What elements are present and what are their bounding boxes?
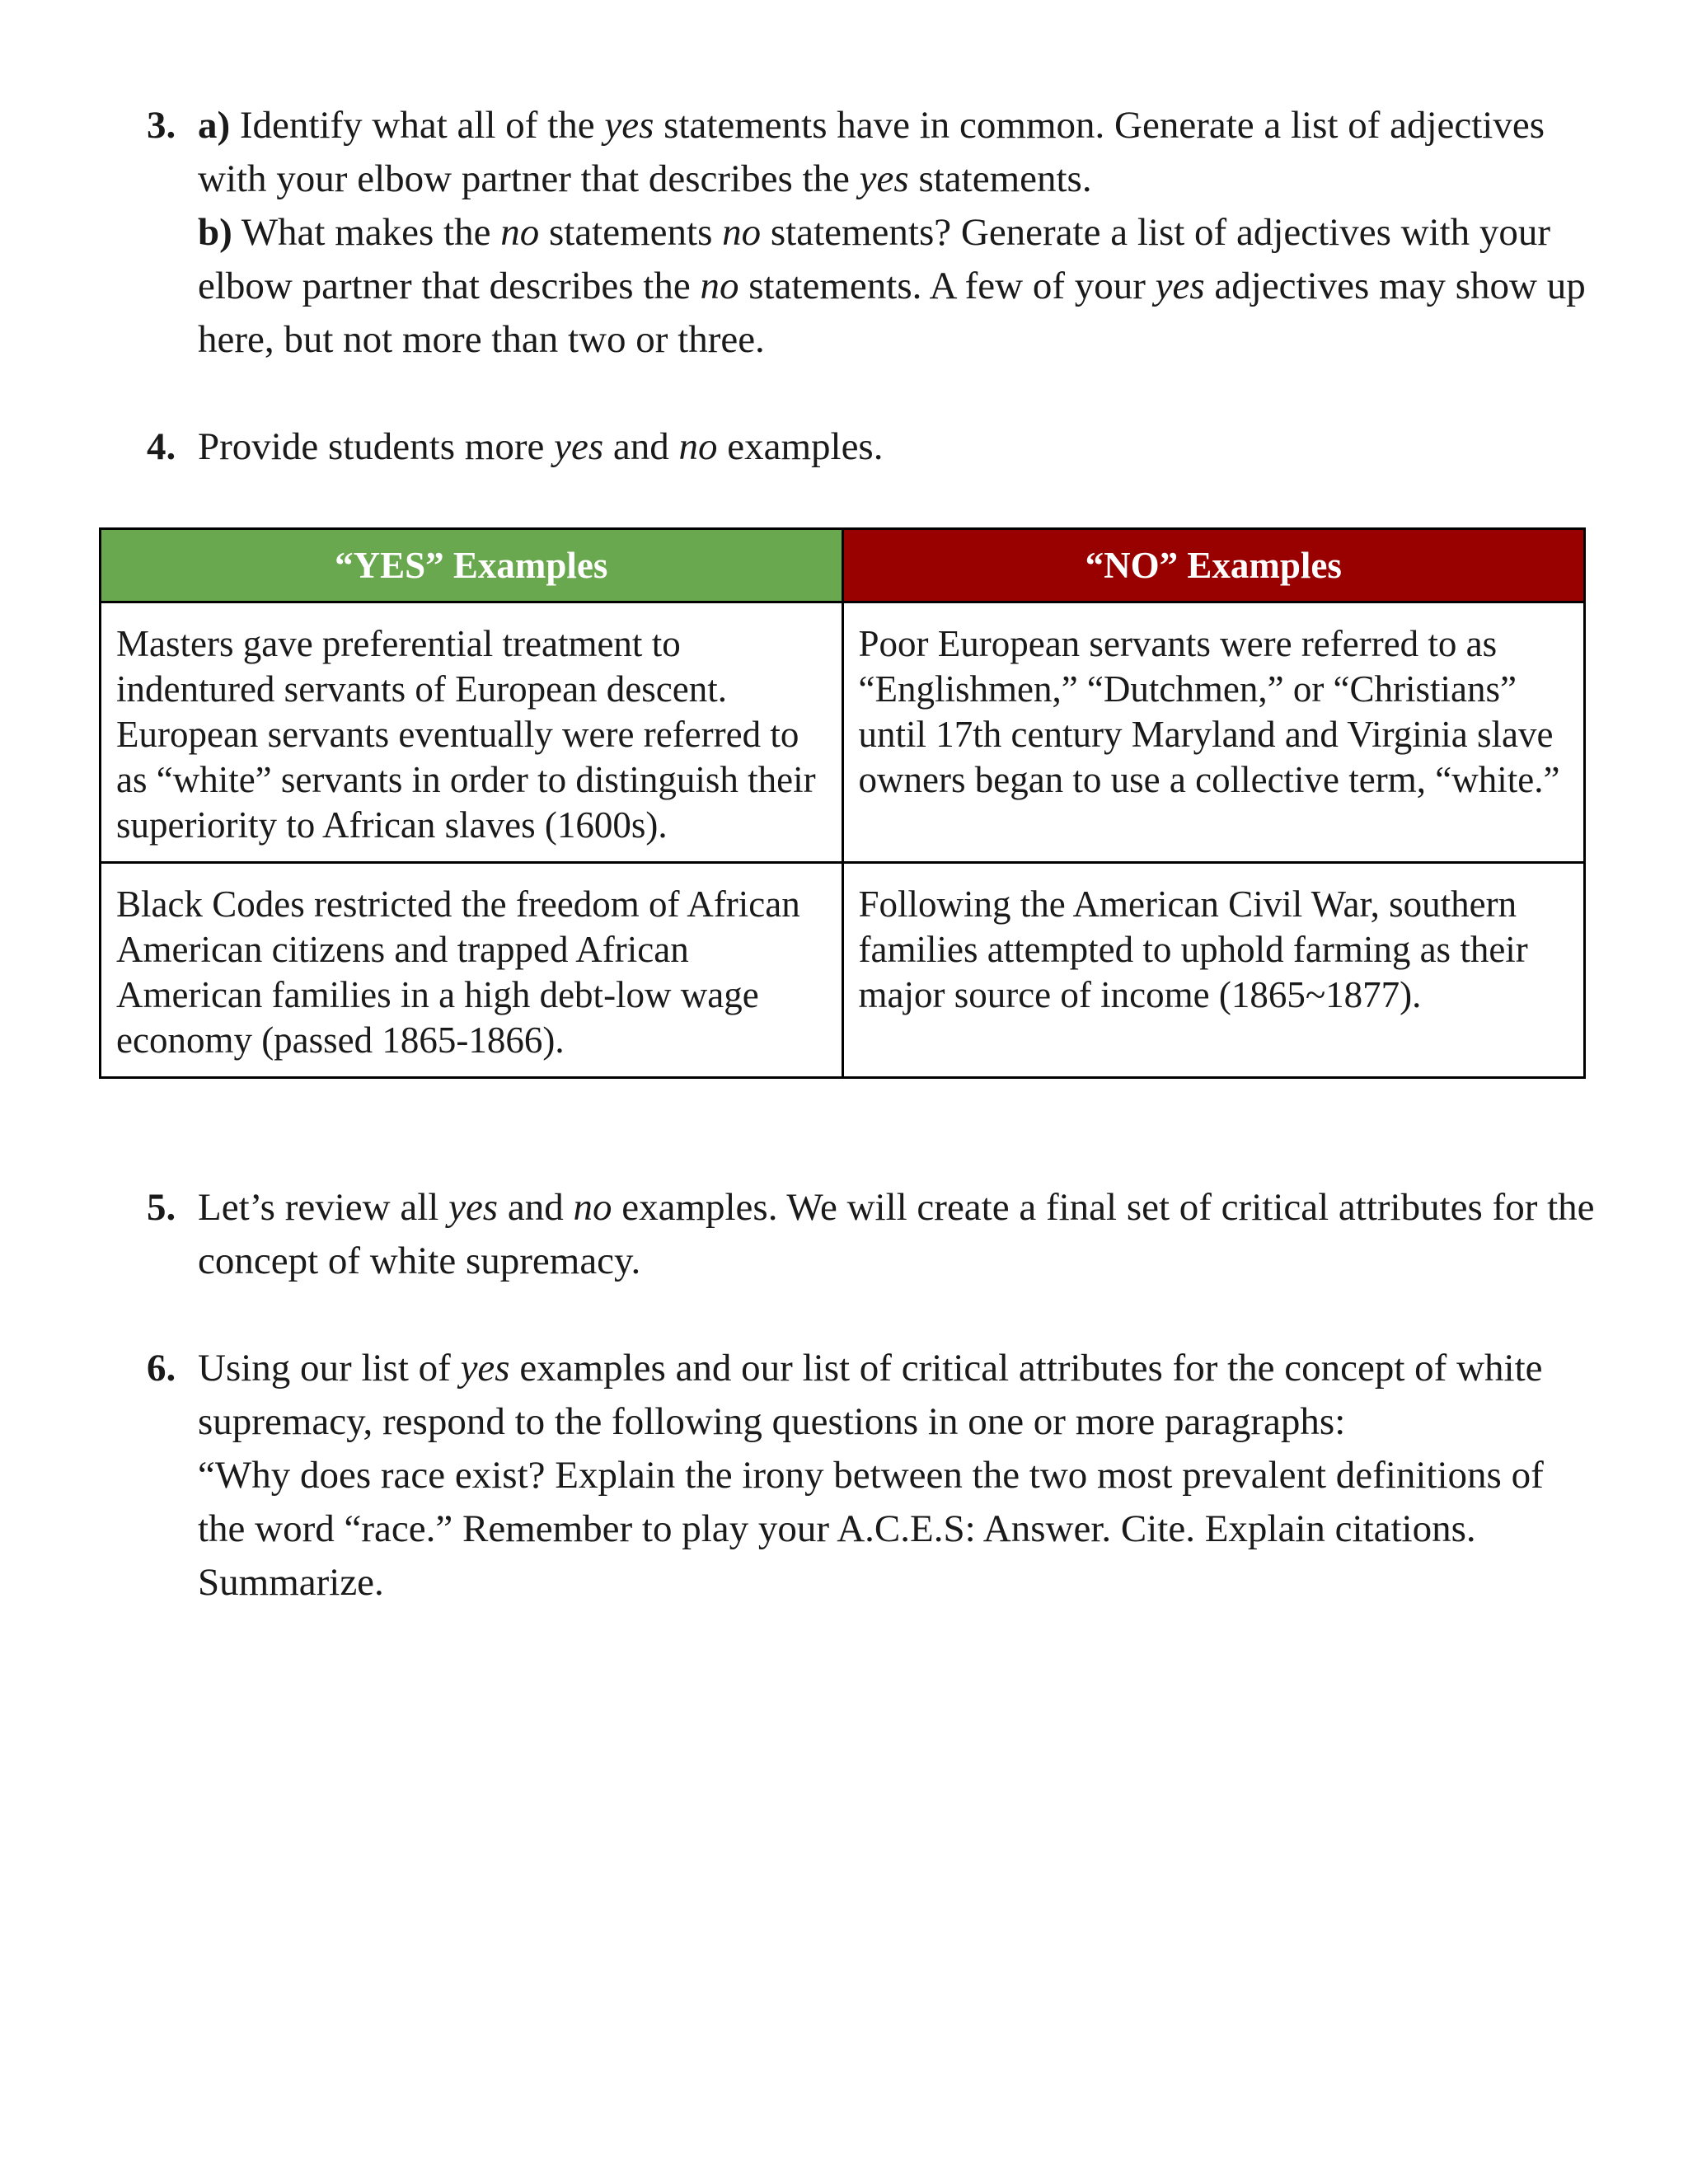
question-6 [147,1342,1597,1610]
no-example-cell: Following the American Civil War, southern families attempted to uphold farming as their major source of income (1865~1877). [842,863,1585,1078]
emphasis-yes: yes [859,157,909,200]
question-5-text [198,1181,1597,1288]
emphasis-no: no [500,211,540,254]
text-run: statements. [908,157,1092,200]
no-examples-header: “NO” Examples [842,529,1585,602]
question-4-text [198,420,1597,474]
text-run: and [498,1186,574,1229]
no-example-cell: Poor European servants were referred to as “Englishmen,” “Dutchmen,” or “Christians” until 17th century Maryland and Virginia slave owners began to use a collective term, “white.” [842,602,1585,863]
text-run: statements [539,211,723,254]
table-row [101,863,1585,1078]
text-run: examples. We will create a final set of critical attributes for the concept of white supremacy. [198,1186,1595,1282]
text-run: examples and our list of critical attributes for the concept of white supremacy, respond to the following questions in one or more paragraphs: [198,1347,1543,1443]
emphasis-yes: yes [1155,265,1205,307]
text-run: statements? Generate a list of adjectives with your elbow partner that describes the [198,211,1551,307]
emphasis-no: no [573,1186,612,1229]
text-run: statements. A few of your [738,265,1156,307]
question-number: 3. [147,104,176,147]
question-3 [147,99,1597,367]
emphasis-yes: yes [604,104,654,147]
examples-table [99,527,1586,1079]
yes-example-cell: Black Codes restricted the freedom of African American citizens and trapped African American families in a high debt-low wage economy (passed 1865-1866). [101,863,843,1078]
part-b-label: b) [198,211,232,254]
emphasis-no: no [700,265,739,307]
emphasis-yes: yes [448,1186,499,1229]
part-a-label: a) [198,104,231,147]
text-run: Identify what all of the [230,104,605,147]
yes-examples-header: “YES” Examples [101,529,843,602]
emphasis-yes: yes [554,425,604,468]
yes-example-cell: Masters gave preferential treatment to indentured servants of European descent. European servants eventually were referred to as “white” servants in order to distinguish their superiority to African slaves (1600s). [101,602,843,863]
text-run: and [603,425,679,468]
emphasis-yes: yes [460,1347,510,1390]
emphasis-no: no [722,211,762,254]
question-number: 4. [147,425,176,468]
text-run: adjectives may show up here, but not more than two or three. [198,265,1586,361]
text-run: examples. [717,425,884,468]
question-number: 6. [147,1347,176,1390]
question-6-text [198,1342,1597,1449]
emphasis-no: no [678,425,718,468]
question-number: 5. [147,1186,176,1229]
text-run: Using our list of [198,1347,461,1390]
table-header-row [101,529,1585,602]
text-run: statements have in common. Generate a list of adjectives with your elbow partner that describes the [198,104,1545,200]
text-run: Provide students more [198,425,555,468]
question-5 [147,1181,1597,1288]
text-run: What makes the [232,211,501,254]
question-3a-text [198,99,1597,206]
question-3b-text [198,206,1597,367]
table-row [101,602,1585,863]
question-4 [147,420,1597,474]
text-run: Let’s review all [198,1186,449,1229]
question-6-prompt: “Why does race exist? Explain the irony between the two most prevalent definitions of the word “race.” Remember to play your A.C.E.S: Answer. Cite. Explain citations. Summarize. [198,1454,1544,1604]
